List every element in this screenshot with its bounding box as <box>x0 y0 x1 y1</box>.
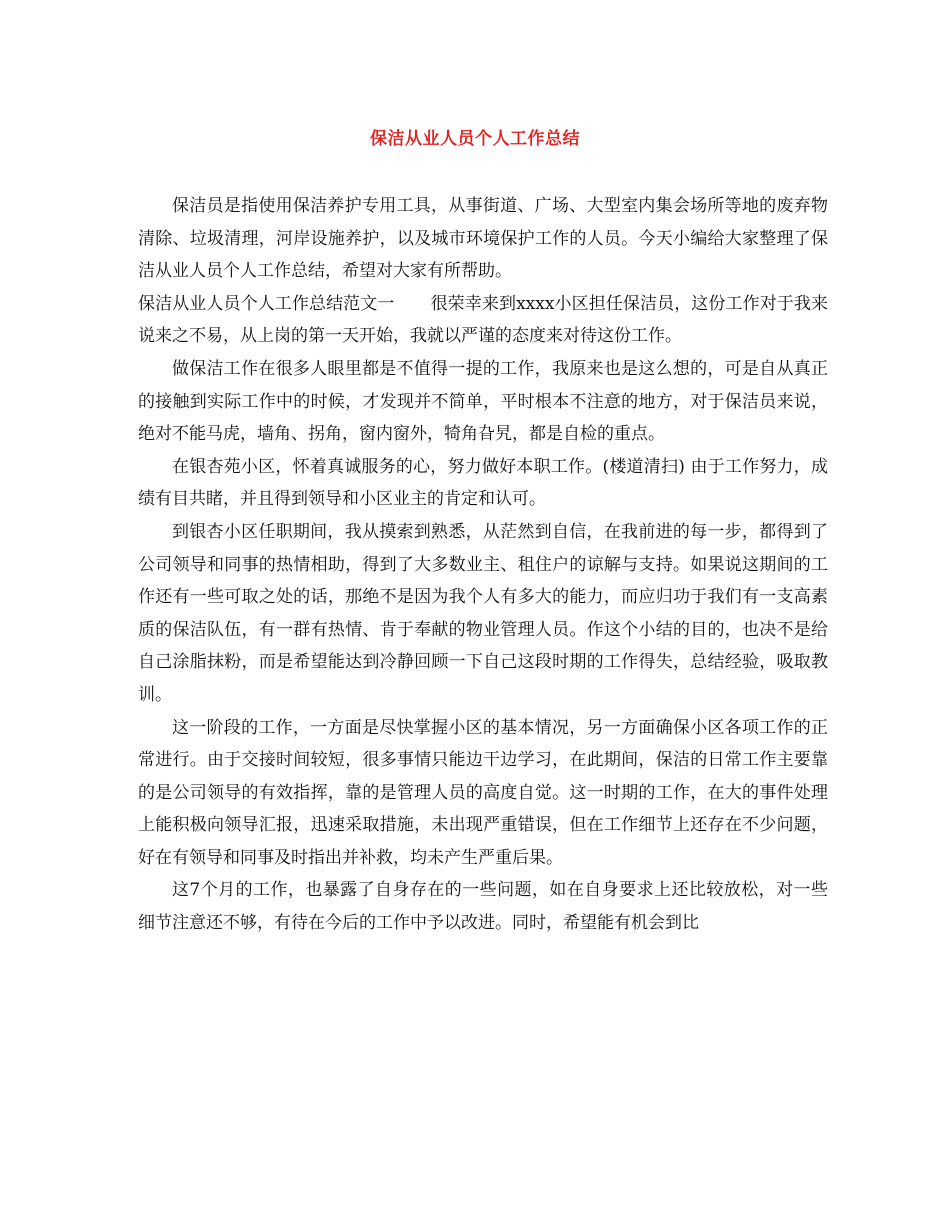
intro-paragraph: 保洁员是指使用保洁养护专用工具，从事街道、广场、大型室内集会场所等地的废弃物清除、垃圾清理，河岸设施养护，以及城市环境保护工作的人员。今天小编给大家整理了保洁从业人员个人工作总结，希望对大家有所帮助。 <box>138 196 828 282</box>
page-title: 保洁从业人员个人工作总结 <box>370 129 580 149</box>
body-paragraph: 做保洁工作在很多人眼里都是不值得一提的工作，我原来也是这么想的，可是自从真正的接触到实际工作中的时候，才发现并不简单，平时根本不注意的地方，对于保洁员来说，绝对不能马虎，墙角、拐角，窗内窗外，犄角旮旯，都是自检的重点。 <box>138 358 828 445</box>
body-paragraph: 在银杏苑小区，怀着真诚服务的心，努力做好本职工作。(楼道清扫) 由于工作努力，成绩有目共睹，并且得到领导和小区业主的肯定和认可。 <box>138 456 828 510</box>
sample-first-text: 很荣幸来到xxxx小区担任保洁员，这份工作对于我来说来之不易，从上岗的第一天开始，我就以严谨的态度来对待这份工作。 <box>138 293 828 347</box>
sample-paragraph <box>138 288 828 353</box>
body-paragraph: 这一阶段的工作，一方面是尽快掌握小区的基本情况，另一方面确保小区各项工作的正常进行。由于交接时间较短，很多事情只能边干边学习，在此期间，保洁的日常工作主要靠的是公司领导的有效指挥，靠的是管理人员的高度自觉。这一时期的工作，在大的事件处理上能积极向领导汇报，迅速采取措施，未出现严重错误，但在工作细节上还存在不少问题，好在有领导和同事及时指出并补救，均未产生严重后果。 <box>138 717 828 868</box>
sample-heading: 保洁从业人员个人工作总结范文一 <box>138 293 395 314</box>
document-body <box>138 190 828 940</box>
body-paragraph: 这7个月的工作，也暴露了自身存在的一些问题，如在自身要求上还比较放松，对一些细节注意还不够，有待在今后的工作中予以改进。同时，希望能有机会到比 <box>138 880 828 934</box>
body-paragraph: 到银杏小区任职期间，我从摸索到熟悉，从茫然到自信，在我前进的每一步，都得到了公司领导和同事的热情相助，得到了大多数业主、租住户的谅解与支持。如果说这期间的工作还有一些可取之处的话，那绝不是因为我个人有多大的能力，而应归功于我们有一支高素质的保洁队伍，有一群有热情、肯于奉献的物业管理人员。作这个小结的目的，也决不是给自己涂脂抹粉，而是希望能达到冷静回顾一下自己这段时期的工作得失，总结经验，吸取教训。 <box>138 521 828 705</box>
